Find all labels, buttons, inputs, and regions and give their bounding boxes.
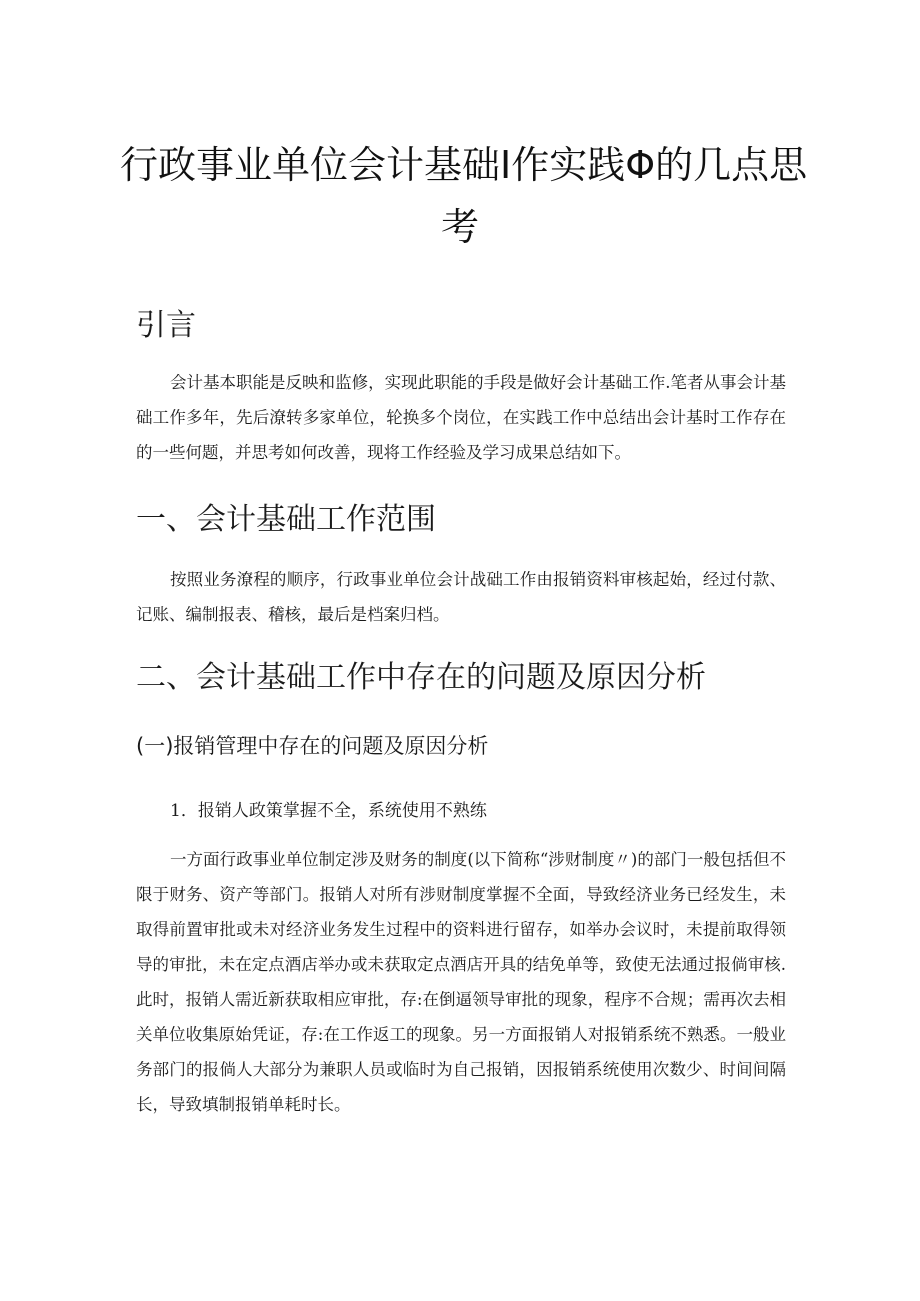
section2-paragraph: 一方面行政事业单位制定涉及财务的制度(以下简称“涉财制度〃)的部门一般包括但不限于财务、资产等部门。报销人对所有涉财制度掌握不全面，导致经济业务已经发生，未取得前置审批或未对经济业务发生过程中的资料进行留存，如举办会议时，未提前取得领导的审批，未在定点酒店举办或未获取定点酒店开具的结免单等，致使无法通过报倘审核.此时，报销人需近新获取相应审批，存:在倒逼领导审批的现象，程序不合规；需再次去相关单位收集原始凭证，存:在工作返工的现象。另一方面报销人对报销系统不熟悉。一般业务部门的报倘人大部分为兼职人员或临时为自己报销，因报销系统使用次数少、时间间隔长，导致填制报销单耗时长。 [136, 850, 786, 1114]
intro-paragraph: 会计基本职能是反映和监修，实现此职能的手段是做好会计基础工作.笔者从事会计基础工作多年，先后潦转多家单位，轮换多个岗位，在实践工作中总结出会计基时工作存在的一些何题，并思考如何改善，现将工作经验及学习成果总结如下。 [136, 373, 786, 462]
section2-item-heading: 1．报销人政策掌握不全，系统使用不熟练 [170, 801, 487, 821]
intro-heading: 引言 [136, 308, 196, 343]
section2-heading: 二、会计基础工作中存在的问题及原因分析 [136, 660, 706, 695]
section1-paragraph: 按照业务潦程的顺序，行政事业单位会计战础工作由报销资料审核起始，经过付款、记账、编制报表、稽核，最后是档案归档。 [136, 570, 786, 624]
section1-heading: 一、会计基础工作范围 [136, 502, 436, 537]
section2-subheading: (一)报销管理中存在的问题及原因分析 [136, 734, 489, 758]
document-title-line-1: 行政事业单位会计基础I作实践Φ的几点思 [120, 143, 808, 187]
document-title-line-2: 考 [440, 205, 479, 249]
